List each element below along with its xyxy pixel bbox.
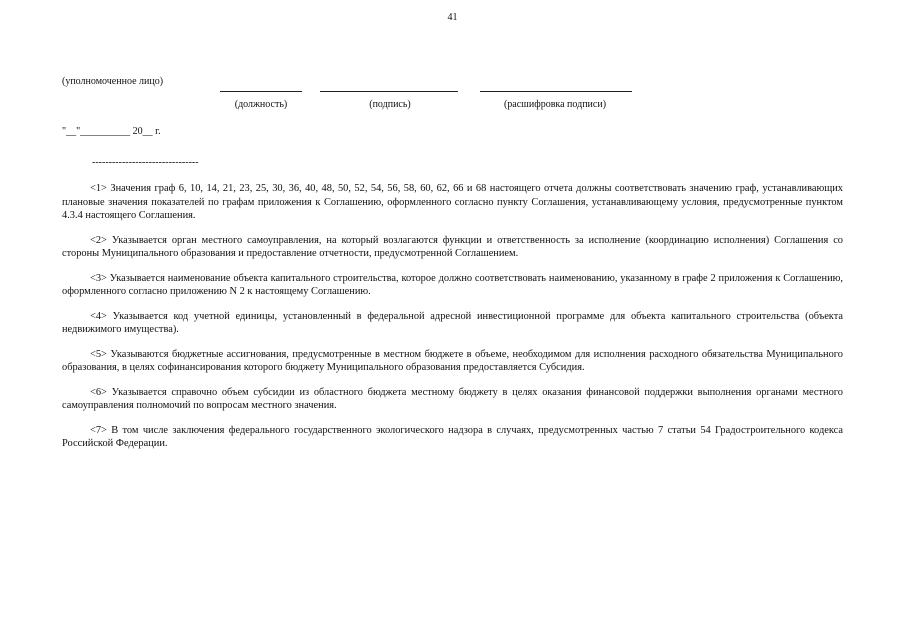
signature-caption: (подпись) — [369, 99, 411, 110]
signature-decode-line — [480, 91, 632, 92]
authorized-person-label: (уполномоченное лицо) — [62, 76, 164, 87]
page-number: 41 — [447, 12, 458, 23]
footnote-5: <5> Указываются бюджетные ассигнования, предусмотренные в местном бюджете в объеме, необходимом для исполнения расходного обязательства Муниципального образования, в целях софинансирования которого бюджету Муниципального образования предоставляется Субсидия. — [62, 348, 843, 374]
footnote-3: <3> Указывается наименование объекта капитального строительства, которое должно соответствовать наименованию, указанному в графе 2 приложения к Соглашению, оформленного согласно приложению N 2 к настоящему Соглашению. — [62, 272, 843, 298]
footnote-separator: -------------------------------- — [92, 157, 199, 168]
footnote-2: <2> Указывается орган местного самоуправления, на который возлагаются функции и ответственность за исполнение (координацию исполнения) Соглашения со стороны Муниципального образования и предоставление отчетности, предусмотренной Соглашением. — [62, 234, 843, 260]
position-signature-line — [220, 91, 302, 92]
footnote-1: <1> Значения граф 6, 10, 14, 21, 23, 25, 30, 36, 40, 48, 50, 52, 54, 56, 58, 60, 62, 66 и 68 настоящего отчета должны соответствовать значению граф, устанавливающих плановые значения показателей по графам приложения к Соглашению, оформленного согласно пункту Соглашения, устанавливающему условия, предусмотренные пунктом 4.3.4 настоящего Соглашения. — [62, 183, 843, 222]
signature-decode-caption: (расшифровка подписи) — [503, 99, 607, 110]
signature-line — [320, 91, 458, 92]
footnote-7: <7> В том числе заключения федерального государственного экологического надзора в случаях, предусмотренных частью 7 статьи 54 Градостроительного кодекса Российской Федерации. — [62, 424, 843, 450]
position-caption: (должность) — [234, 99, 288, 110]
footnote-6: <6> Указывается справочно объем субсидии из областного бюджета местному бюджету в целях оказания финансовой поддержки выполнения органами местного самоуправления полномочий по вопросам местного значения. — [62, 386, 843, 412]
footnotes-list — [62, 182, 843, 462]
footnote-4: <4> Указывается код учетной единицы, установленный в федеральной адресной инвестиционной программе для объекта капитального строительства (объекта недвижимого имущества). — [62, 310, 843, 336]
date-line: "__"__________ 20__ г. — [62, 126, 161, 137]
